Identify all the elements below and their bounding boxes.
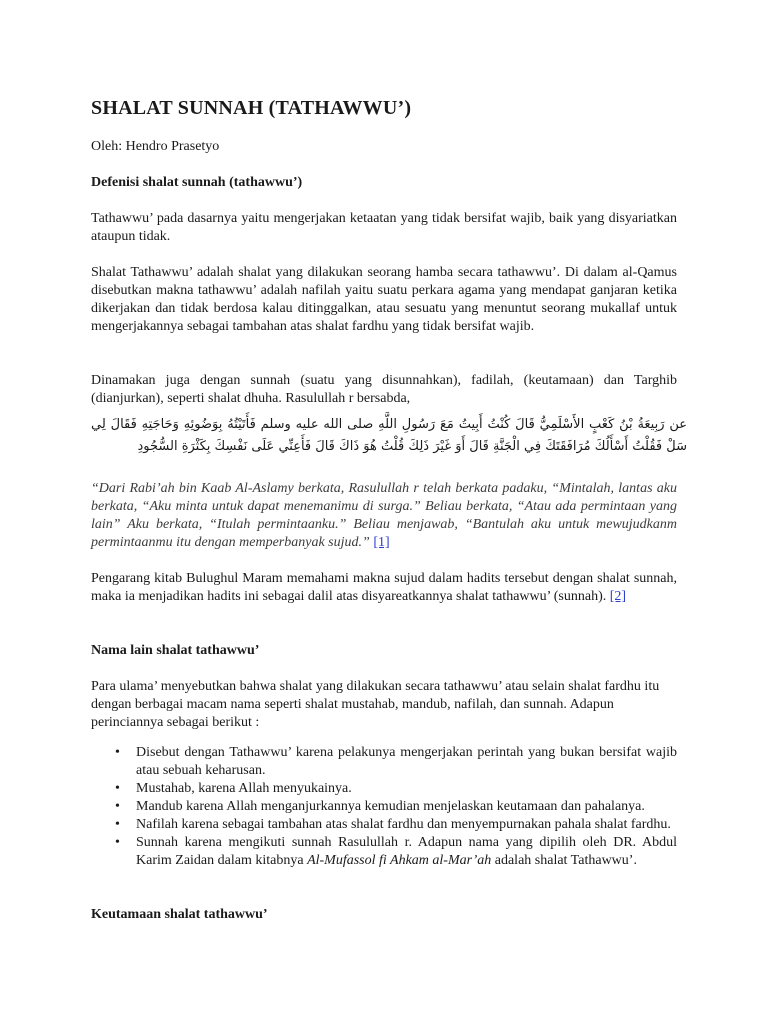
list-item: • Nafilah karena sebagai tambahan atas shalat fardhu dan menyempurnakan pahala shalat fardhu.: [115, 817, 671, 832]
heading-virtues: Keutamaan shalat tathawwu’: [91, 907, 268, 922]
heading-other-names: Nama lain shalat tathawwu’: [91, 643, 260, 658]
author-line: Oleh: Hendro Prasetyo: [91, 139, 220, 154]
quote-text: “Dari Rabi’ah bin Kaab Al-Aslamy berkata, Rasulullah r telah berkata padaku, “Mintalah, lantas aku berkata, “Aku minta untuk dapat menemanimu di surga.” Beliau berkata, “Atau ada permintaan yang lain” Aku berkata, “Itulah permintaanku.” Beliau menjawab, “Bantulah aku untuk mewujudkanm permintaanmu itu dengan memperbanyak sujud.”: [91, 481, 677, 550]
list-item: • Sunnah karena mengikuti sunnah Rasulullah r. Adapun nama yang dipilih oleh DR. Abdul Karim Zaidan dalam kitabnya Al-Mufassol fi Ahkam al-Mar’ah adalah shalat Tathawwu’.: [115, 835, 677, 868]
book-title: Al-Mufassol fi Ahkam al-Mar’ah: [307, 853, 492, 868]
paragraph-shalat-tathawwu: Shalat Tathawwu’ adalah shalat yang dilakukan seorang hamba secara tathawwu’. Di dalam al-Qamus disebutkan makna tathawwu’ adalah nafilah yaitu suatu perkara agama yang mendapat ganjaran ketika dikerjakan dan tidak berdosa kalau ditinggalkan, atau sesuatu yang menuntut seorang mukallaf untuk mengerjakannya sebagai tambahan atas shalat fardhu yang tidak bersifat wajib.: [91, 265, 677, 334]
bullet-icon: •: [115, 817, 120, 832]
list-item: • Mustahab, karena Allah menyukainya.: [115, 781, 352, 796]
list-item: • Mandub karena Allah menganjurkannya kemudian menjelaskan keutamaan dan pahalanya.: [115, 799, 645, 814]
bullet-icon: •: [115, 799, 120, 814]
footnote-link-1[interactable]: [1]: [373, 535, 390, 550]
footnote-link-2[interactable]: [2]: [609, 589, 627, 604]
hadith-translation: [91, 480, 677, 552]
p4-text: Pengarang kitab Bulughul Maram memahami makna sujud dalam hadits tersebut dengan shalat sunnah, maka ia menjadikan hadits ini sebagai dalil atas disyareatkannya shalat tathawwu’ (sunnah).: [91, 571, 677, 604]
list-item: • Disebut dengan Tathawwu’ karena pelakunya mengerjakan perintah yang bukan bersifat wajib atau sebuah keharusan.: [115, 745, 677, 778]
page-title: SHALAT SUNNAH (TATHAWWU’): [91, 97, 412, 119]
bullet-icon: •: [115, 745, 120, 760]
paragraph-ulama: Para ulama’ menyebutkan bahwa shalat yang dilakukan secara tathawwu’ atau selain shalat fardhu itu dengan berbagai macam nama seperti shalat mustahab, mandub, nafilah, dan sunnah. Adapun perinciannya sebagai berikut :: [91, 679, 660, 730]
paragraph-tathawwu-meaning: Tathawwu’ pada dasarnya yaitu mengerjakan ketaatan yang tidak bersifat wajib, baik yang disyariatkan ataupun tidak.: [91, 211, 677, 244]
paragraph-other-names: Dinamakan juga dengan sunnah (suatu yang disunnahkan), fadilah, (keutamaan) dan Targhib (dianjurkan), seperti shalat dhuha. Rasulullah r bersabda,: [91, 373, 677, 406]
heading-definition: Defenisi shalat sunnah (tathawwu’): [91, 175, 303, 190]
paragraph-bulughul-maram: [91, 570, 677, 606]
names-list: [91, 744, 677, 870]
bullet-icon: •: [115, 781, 120, 796]
bullet-icon: •: [115, 835, 120, 850]
arabic-hadith: عن رَبِيعَةُ بْنُ كَعْبٍ الأَسْلَمِيُّ قَالَ كُنْتُ أَبِيتُ مَعَ رَسُولِ اللَّهِ صلى الله عليه وسلم فَأَتَيْتُهُ بِوَضُوئِهِ وَحَاجَتِهِ فَقَالَ لِي سَلْ فَقُلْتُ أَسْأَلُكَ مُرَافَقَتَكَ فِي الْجَنَّةِ قَالَ أَوَ غَيْرَ ذَلِكَ قُلْتُ هُوَ ذَاكَ قَالَ فَأَعِنِّي عَلَى نَفْسِكَ بِكَثْرَةِ السُّجُودِ: [91, 417, 687, 454]
